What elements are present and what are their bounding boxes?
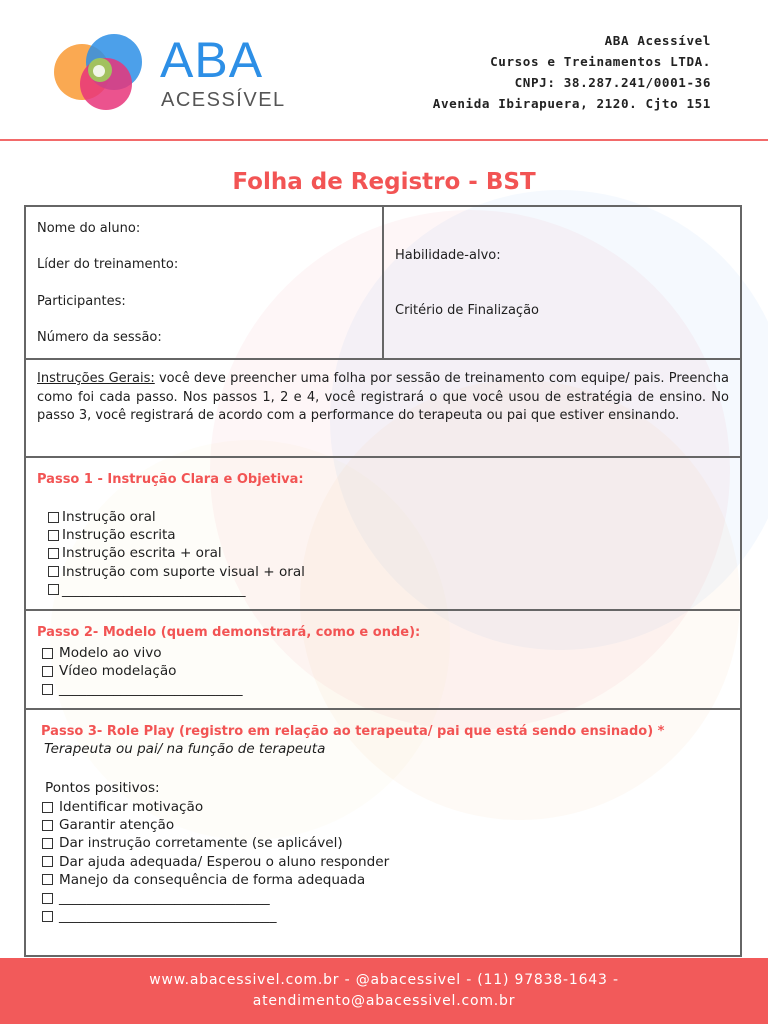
checkbox-option[interactable]	[48, 526, 305, 544]
checkbox-icon[interactable]	[42, 838, 53, 849]
checkbox-option-blank[interactable]	[42, 680, 243, 698]
checkbox-option-blank[interactable]	[42, 889, 389, 907]
step1-options	[48, 508, 305, 599]
blank-line[interactable]: _______________________________	[59, 889, 270, 906]
checkbox-icon[interactable]	[42, 648, 53, 659]
checkbox-icon[interactable]	[42, 874, 53, 885]
checkbox-icon[interactable]	[48, 584, 59, 595]
checkbox-icon[interactable]	[42, 893, 53, 904]
target-skill-field[interactable]: Habilidade-alvo:	[395, 248, 501, 263]
checkbox-label: Manejo da consequência de forma adequada	[59, 871, 366, 888]
instructions-text	[37, 370, 729, 426]
page-title: Folha de Registro - BST	[232, 169, 536, 195]
step2-section	[24, 609, 742, 710]
header	[0, 0, 768, 140]
info-left-cell	[26, 207, 384, 358]
checkbox-option[interactable]	[48, 563, 305, 581]
completion-criterion-field[interactable]: Critério de Finalização	[395, 303, 539, 318]
checkbox-option[interactable]	[42, 816, 389, 834]
checkbox-option[interactable]	[48, 544, 305, 562]
blank-line[interactable]: ________________________________	[59, 908, 277, 925]
session-number-field[interactable]: Número da sessão:	[37, 330, 162, 345]
company-name: ABA Acessível	[604, 33, 711, 48]
checkbox-option[interactable]	[42, 871, 389, 889]
checkbox-icon[interactable]	[42, 666, 53, 677]
checkbox-icon[interactable]	[42, 684, 53, 695]
step2-title: Passo 2- Modelo (quem demonstrará, como e onde):	[37, 625, 421, 640]
info-section	[24, 205, 742, 360]
checkbox-label: Modelo ao vivo	[59, 645, 162, 661]
checkbox-icon[interactable]	[48, 512, 59, 523]
checkbox-option-blank[interactable]	[48, 581, 305, 599]
checkbox-label: Instrução escrita	[62, 527, 176, 544]
step3-title: Passo 3- Role Play (registro em relação ao terapeuta/ pai que está sendo ensinado) *	[41, 724, 665, 739]
checkbox-option[interactable]	[42, 834, 389, 852]
checkbox-icon[interactable]	[48, 566, 59, 577]
checkbox-option[interactable]	[42, 662, 243, 680]
checkbox-label: Identificar motivação	[59, 799, 204, 815]
header-divider	[0, 139, 768, 141]
checkbox-label: Vídeo modelação	[59, 663, 177, 680]
checkbox-icon[interactable]	[42, 911, 53, 922]
logo-circles-icon	[52, 32, 162, 112]
checkbox-option[interactable]	[42, 798, 389, 816]
checkbox-label: Garantir atenção	[59, 817, 175, 834]
checkbox-option-blank[interactable]	[42, 907, 389, 925]
training-leader-field[interactable]: Líder do treinamento:	[37, 257, 179, 272]
checkbox-label: Instrução oral	[62, 509, 156, 525]
checkbox-label: Dar instrução corretamente (se aplicável)	[59, 835, 343, 852]
checkbox-option[interactable]	[42, 644, 243, 662]
checkbox-icon[interactable]	[48, 548, 59, 559]
company-info	[433, 30, 711, 114]
step1-title: Passo 1 - Instrução Clara e Objetiva:	[37, 472, 304, 487]
blank-line[interactable]: ___________________________	[59, 681, 243, 698]
logo-subtitle: ACESSÍVEL	[161, 89, 286, 111]
checkbox-option[interactable]	[42, 853, 389, 871]
step3-section	[24, 708, 742, 957]
footer-contact-line: www.abacessivel.com.br - @abacessivel - (11) 97838-1643 -	[149, 972, 619, 988]
instructions-label: Instruções Gerais:	[37, 371, 155, 386]
checkbox-icon[interactable]	[42, 820, 53, 831]
instructions-section	[24, 358, 742, 458]
footer	[0, 958, 768, 1024]
company-legal-name: Cursos e Treinamentos LTDA.	[490, 54, 711, 69]
checkbox-icon[interactable]	[42, 802, 53, 813]
instructions-body: você deve preencher uma folha por sessão de treinamento com equipe/ pais. Preencha como foi cada passo. Nos passos 1, 2 e 4, você registrará o que você usou de estratégia de ensino. No passo 3, você registrará de acordo com a performance do terapeuta ou pai que estiver ensinando.	[37, 371, 729, 424]
company-cnpj: CNPJ: 38.287.241/0001-36	[514, 75, 711, 90]
step3-subtitle: Terapeuta ou pai/ na função de terapeuta	[44, 741, 326, 757]
student-name-field[interactable]: Nome do aluno:	[37, 221, 141, 236]
positive-points-label: Pontos positivos:	[45, 780, 160, 796]
logo-wordmark: ABA	[160, 32, 264, 88]
step2-options	[42, 644, 243, 699]
checkbox-label: Dar ajuda adequada/ Esperou o aluno responder	[59, 853, 390, 870]
checkbox-label: Instrução escrita + oral	[62, 545, 222, 562]
info-right-cell	[384, 207, 740, 358]
logo	[52, 32, 292, 112]
participants-field[interactable]: Participantes:	[37, 294, 126, 309]
blank-line[interactable]: ___________________________	[62, 581, 246, 598]
step1-section	[24, 456, 742, 611]
checkbox-icon[interactable]	[42, 856, 53, 867]
checkbox-option[interactable]	[48, 508, 305, 526]
step3-options	[42, 798, 389, 925]
checkbox-icon[interactable]	[48, 530, 59, 541]
checkbox-label: Instrução com suporte visual + oral	[62, 563, 305, 580]
footer-email: atendimento@abacessivel.com.br	[252, 993, 516, 1009]
company-address: Avenida Ibirapuera, 2120. Cjto 151	[432, 96, 711, 111]
